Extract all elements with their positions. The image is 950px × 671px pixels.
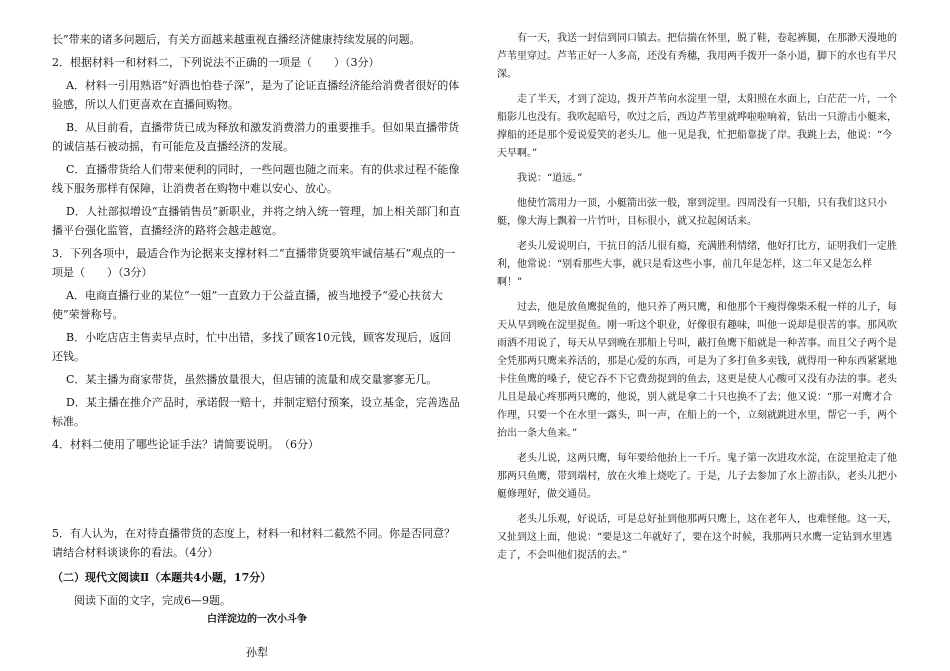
story-paragraph: 有一天，我送一封信到同口镇去。把信揣在怀里，脱了鞋，卷起裤腿，在那渺天漫地的芦苇里穿过。芦苇正好一人多高，还没有秀穗，我用两手拨开一条小道，脚下的水也有半尺深。 (497, 33, 897, 80)
text-paragraph: 长”带来的诸多问题后，有关方面越来越重视直播经济健康持续发展的问题。 (52, 33, 421, 46)
story-paragraph: 走了半天，才到了淀边，拨开芦苇向水淀里一望，太阳照在水面上，白茫茫一片，一个船影儿也没有。我吹起暗号，吹过之后，西边芦苇里就哗啦啦响着，钻出一只游击小艇来，撑船的还是那个爱说爱笑的老头儿。他一见是我，忙把船靠拢了岸。我跳上去，他说：“今天早啊。” (497, 94, 897, 159)
question-3: 3．下列各项中，最适合作为论据来支撑材料二“直播带货要筑牢诚信基石”观点的一项是（ ）（3分） (52, 247, 456, 279)
section-intro: 阅读下面的文字，完成6—9题。 (74, 594, 231, 607)
answer-space (52, 458, 462, 524)
option-2a: A．材料一引用熟语“好酒也怕巷子深”，是为了论证直播经济能给消费者很好的体验感，所以人们更喜欢在直播间购物。 (52, 79, 460, 111)
section-heading: （二）现代文阅读Ⅱ（本题共4小题，17分） (52, 571, 272, 584)
story-paragraph: 老头儿乐观，好说话，可是总好扯到他那两只鹰上，这在老年人，也难怪他。这一天，又扯到这上面，他说：“要是这二年就好了，要在这个时候，我那两只水鹰一定钻到水里逃走了，不会叫他们捉活的去。” (497, 514, 897, 561)
article-author: 孙犁 (246, 646, 268, 659)
question-2: 2．根据材料一和材料二，下列说法不正确的一项是（ ）（3分） (52, 56, 380, 69)
option-2b: B．从目前看，直播带货已成为释放和激发消费潜力的重要推手。但如果直播带货的诚信基石被动摇，有可能危及直播经济的发展。 (52, 121, 460, 153)
story-paragraph: 我说：“道远。” (517, 173, 583, 184)
option-2c: C．直播带货给人们带来便利的同时，一些问题也随之而来。有的供求过程不能像线下服务那样有保障，让消费者在购物中难以安心、放心。 (52, 163, 460, 195)
option-3b: B．小吃店店主售卖早点时，忙中出错，多找了顾客10元钱，顾客发现后，返回还钱。 (52, 331, 452, 363)
option-3d: D．某主播在推介产品时，承诺假一赔十，并制定赔付预案，设立基金，完善选品标准。 (52, 396, 460, 428)
option-2d: D．人社部拟增设“直播销售员”新职业，并将之纳入统一管理，加上相关部门和直播平台强化监管，直播经济的路将会越走越宽。 (52, 205, 461, 237)
option-3c: C．某主播为商家带货，虽然播放量很大，但店铺的流量和成交量寥寥无几。 (66, 373, 438, 386)
article-title: 白洋淀边的一次小斗争 (207, 614, 307, 625)
story-paragraph: 老头儿说，这两只鹰，每年要给他抬上一千斤。鬼子第一次进攻水淀，在淀里抢走了他那两只鱼鹰，带到端村，放在火堆上烧吃了。于是，儿子去参加了水上游击队，老头儿把小艇修理好，做交通员。 (497, 453, 897, 500)
story-paragraph: 过去，他是放鱼鹰捉鱼的，他只养了两只鹰，和他那个干瘦得像柴禾棍一样的儿子，每天从早到晚在淀里捉鱼。刚一听这个职业，好像很有趣味，叫他一说却是很苦的事。那风吹雨洒不用说了，每天从早到晚在那船上号叫，蔽打鱼鹰下船就是一种苦事。而且父子两个是全凭那两只鹰来养活的，那是心爱的东西，可是为了多打鱼多卖钱，就得用一种东西紧紧地卡住鱼鹰的嗓子，使它吞不下它费劲捉到的鱼去，这更是使人心酸可又没有办法的事。老头儿且是最心疼那两只鹰的，他说，别人就是拿二十只也换不了去；他又说：“那一对鹰才合作理，只要一个在水里一露头，叫一声，在船上的一个，立刻就跳进水里，帮它一手，两个抬出一条大鱼来。” (497, 302, 897, 439)
left-column (52, 30, 462, 662)
right-column (497, 30, 897, 572)
question-4: 4．材料二使用了哪些论证手法？请简要说明。 （6分） (52, 438, 319, 451)
story-paragraph: 老头儿爱说明白，干抗日的活儿很有瘾，充满胜利情绪，他好打比方，证明我们一定胜利，他常说：“别看那些大事，就只是看这些小事，前几年是怎样，这二年又是怎么样啊！” (497, 241, 897, 288)
story-paragraph: 他使竹篙用力一顶，小艇箭出弦一般，窜到淀里。四周没有一只船，只有我们这只小艇，像大海上飘着一片竹叶，目标很小，就又拉起闲话来。 (497, 198, 887, 227)
option-3a: A．电商直播行业的某位“一姐”一直致力于公益直播，被当地授予“爱心扶贫大使”荣誉称号。 (52, 289, 443, 321)
question-5: 5．有人认为，在对待直播带货的态度上，材料一和材料二截然不同。你是否同意？请结合材料谈谈你的看法。（4分） (52, 527, 455, 559)
